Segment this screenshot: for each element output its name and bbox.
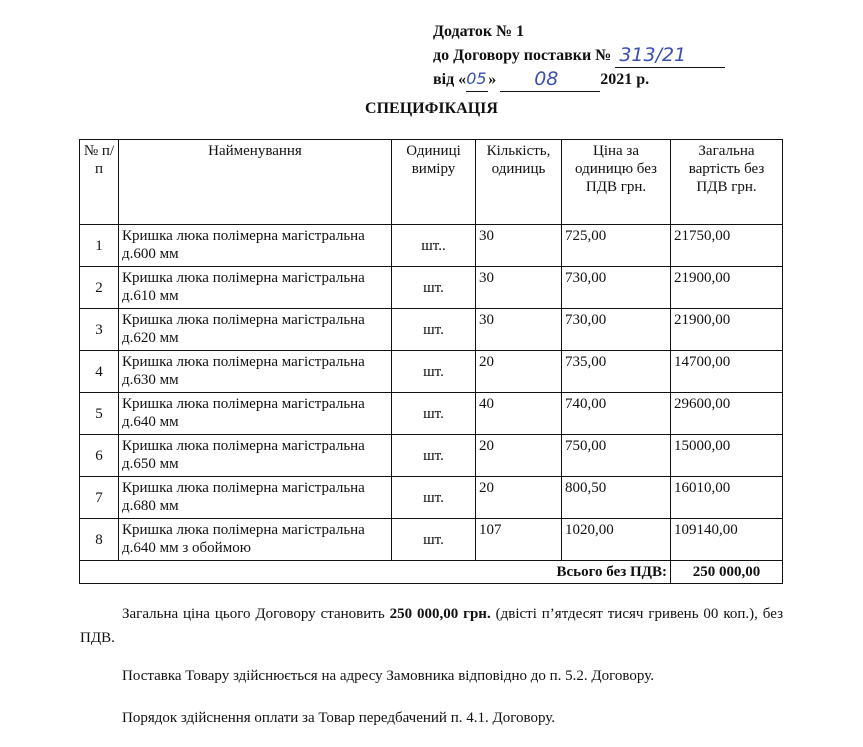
cell-total: 14700,00 — [671, 351, 783, 393]
cell-num: 4 — [80, 351, 119, 393]
cell-total: 21750,00 — [671, 225, 783, 267]
cell-name: Кришка люка полімерна магістральна д.650 мм — [119, 435, 392, 477]
cell-price: 725,00 — [562, 225, 671, 267]
cell-qty: 40 — [476, 393, 562, 435]
cell-unit: шт. — [392, 267, 476, 309]
cell-name: Кришка люка полімерна магістральна д.630 мм — [119, 351, 392, 393]
cell-num: 7 — [80, 477, 119, 519]
cell-name: Кришка люка полімерна магістральна д.640 мм — [119, 393, 392, 435]
cell-name: Кришка люка полімерна магістральна д.600 мм — [119, 225, 392, 267]
appendix-title: Додаток № 1 — [433, 23, 525, 40]
cell-num: 1 — [80, 225, 119, 267]
header-qty: Кількість, одиниць — [476, 140, 562, 225]
day-handwritten: 05 — [466, 69, 487, 88]
cell-qty: 30 — [476, 225, 562, 267]
table-row — [80, 351, 783, 393]
contract-amount: 250 000,00 грн. — [389, 606, 491, 622]
table-row — [80, 267, 783, 309]
cell-price: 1020,00 — [562, 519, 671, 561]
delivery-paragraph: Поставка Товару здійснюється на адресу Замовника відповідно до п. 5.2. Договору. — [122, 668, 654, 684]
cell-price: 750,00 — [562, 435, 671, 477]
header-name: Найменування — [119, 140, 392, 225]
header-unit: Одиниці виміру — [392, 140, 476, 225]
cell-num: 6 — [80, 435, 119, 477]
cell-unit: шт. — [392, 351, 476, 393]
specification-table — [79, 139, 783, 584]
table-row — [80, 477, 783, 519]
cell-qty: 20 — [476, 477, 562, 519]
cell-qty: 20 — [476, 435, 562, 477]
cell-name: Кришка люка полімерна магістральна д.680 мм — [119, 477, 392, 519]
table-total-row — [80, 561, 783, 584]
table-row — [80, 435, 783, 477]
cell-total: 16010,00 — [671, 477, 783, 519]
cell-unit: шт. — [392, 393, 476, 435]
cell-price: 730,00 — [562, 267, 671, 309]
cell-name: Кришка люка полімерна магістральна д.620 мм — [119, 309, 392, 351]
cell-price: 730,00 — [562, 309, 671, 351]
cell-total: 15000,00 — [671, 435, 783, 477]
total-label: Всього без ПДВ: — [80, 561, 671, 584]
month-field — [500, 68, 600, 92]
header-price: Ціна за одиницю без ПДВ грн. — [562, 140, 671, 225]
cell-qty: 30 — [476, 309, 562, 351]
cell-total: 21900,00 — [671, 267, 783, 309]
contract-date: від « 05 » 08 2021 р. — [433, 68, 650, 90]
cell-price: 735,00 — [562, 351, 671, 393]
cell-qty: 30 — [476, 267, 562, 309]
month-handwritten: 08 — [534, 68, 559, 90]
cell-total: 29600,00 — [671, 393, 783, 435]
contract-number-handwritten: 313/21 — [619, 44, 687, 66]
contract-number-field — [615, 44, 725, 68]
payment-paragraph: Порядок здійснення оплати за Товар передбачений п. 4.1. Договору. — [122, 710, 556, 726]
header-total: Загальна вартість без ПДВ грн. — [671, 140, 783, 225]
cell-unit: шт. — [392, 435, 476, 477]
cell-unit: шт. — [392, 309, 476, 351]
table-header-row — [80, 140, 783, 225]
cell-num: 3 — [80, 309, 119, 351]
table-row — [80, 309, 783, 351]
contract-reference: до Договору поставки № 313/21 — [433, 44, 725, 68]
table-row — [80, 393, 783, 435]
total-value: 250 000,00 — [671, 561, 783, 584]
cell-num: 2 — [80, 267, 119, 309]
cell-price: 800,50 — [562, 477, 671, 519]
day-field — [466, 71, 488, 92]
table-row — [80, 225, 783, 267]
cell-unit: шт. — [392, 477, 476, 519]
specification-title: СПЕЦИФІКАЦІЯ — [365, 100, 498, 117]
cell-total: 21900,00 — [671, 309, 783, 351]
cell-name: Кришка люка полімерна магістральна д.640 мм з обоймою — [119, 519, 392, 561]
cell-price: 740,00 — [562, 393, 671, 435]
cell-qty: 107 — [476, 519, 562, 561]
header-num: № п/п — [80, 140, 119, 225]
cell-unit: шт. — [392, 519, 476, 561]
cell-total: 109140,00 — [671, 519, 783, 561]
table-row — [80, 519, 783, 561]
price-paragraph: Загальна ціна цього Договору становить 250 000,00 грн. (двісті п’ятдесят тисяч гривень 00 коп.), без ПДВ. — [80, 606, 783, 646]
cell-num: 5 — [80, 393, 119, 435]
cell-num: 8 — [80, 519, 119, 561]
cell-name: Кришка люка полімерна магістральна д.610 мм — [119, 267, 392, 309]
cell-qty: 20 — [476, 351, 562, 393]
cell-unit: шт.. — [392, 225, 476, 267]
document-header — [433, 20, 725, 92]
